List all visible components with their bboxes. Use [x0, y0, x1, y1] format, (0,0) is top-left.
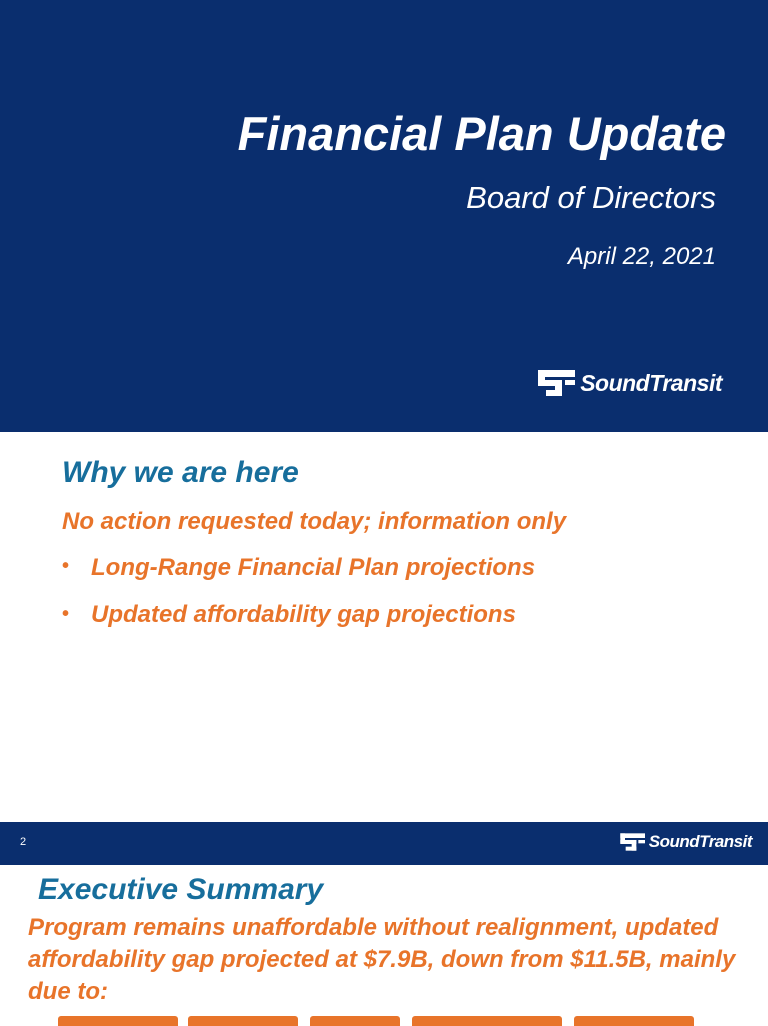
bullet-dot-icon: •	[62, 555, 70, 577]
logo-wordmark: SoundTransit	[580, 369, 722, 396]
bullet-dot-icon: •	[62, 603, 70, 625]
sound-transit-logo	[620, 832, 752, 852]
bullet-item-2: Updated affordability gap projections	[91, 601, 516, 628]
page-number: 2	[20, 836, 27, 848]
why-subheading: No action requested today; information only	[62, 508, 567, 535]
sound-transit-logo-icon	[538, 368, 576, 398]
slide-subtitle: Board of Directors	[466, 180, 716, 215]
slide-title: Financial Plan Update	[237, 107, 726, 160]
title-banner	[0, 0, 768, 432]
executive-summary-body: Program remains unaffordable without realignment, updated affordability gap projected at $7.9B, down from $11.5B, mainly due to:	[28, 914, 736, 1005]
presentation-date: April 22, 2021	[567, 243, 716, 270]
cut-off-text-line	[28, 1014, 748, 1026]
executive-summary-heading: Executive Summary	[38, 873, 324, 906]
sound-transit-logo-icon	[620, 832, 646, 852]
logo-wordmark: SoundTransit	[648, 832, 752, 851]
why-heading: Why we are here	[62, 456, 299, 489]
bullet-item-1: Long-Range Financial Plan projections	[91, 554, 536, 581]
sound-transit-logo	[538, 368, 722, 398]
